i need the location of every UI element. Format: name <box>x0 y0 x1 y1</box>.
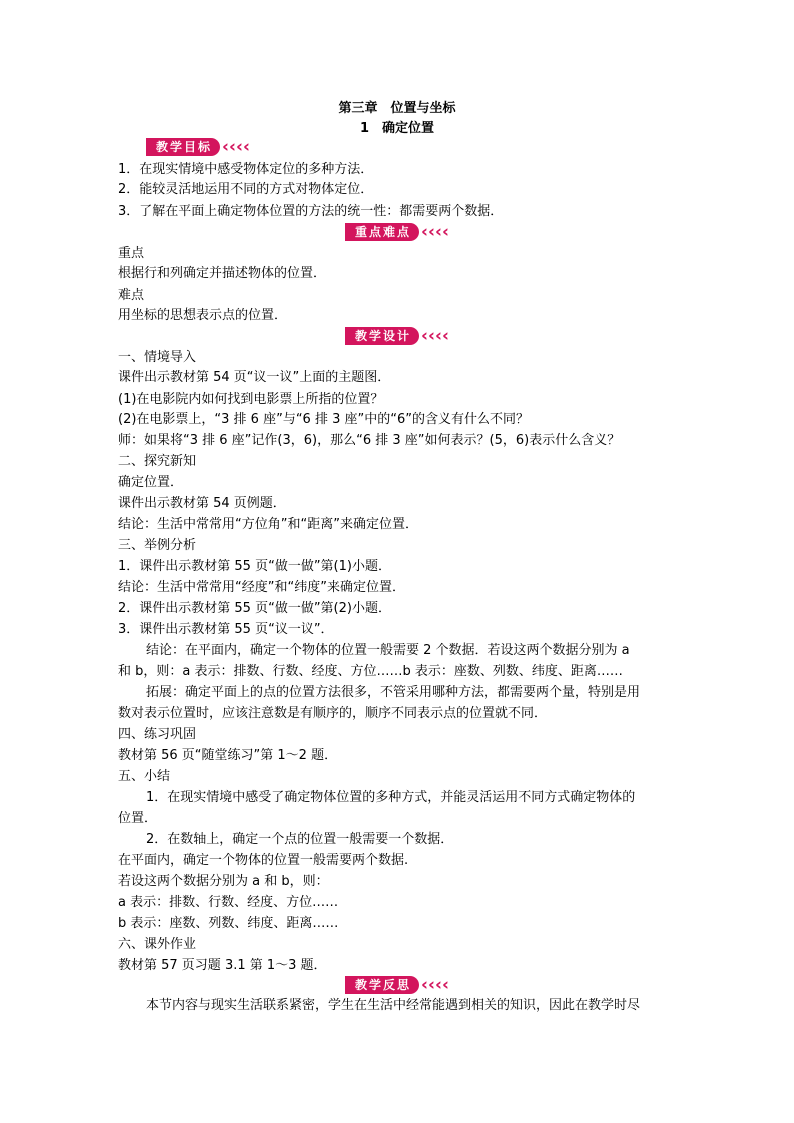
chevrons-icon: ‹‹‹‹ <box>222 137 251 157</box>
banner-reflection <box>349 976 449 994</box>
banner-label: 教学目标 <box>150 138 220 156</box>
banner-label: 教学反思 <box>349 976 419 994</box>
text-line: a 表示：排数、行数、经度、方位…… <box>118 895 339 910</box>
text-line: 难点 <box>118 288 145 303</box>
text-line: 六、课外作业 <box>118 937 197 952</box>
banner-label: 教学设计 <box>349 327 419 345</box>
text-line: 课件出示教材第 54 页例题． <box>118 496 286 511</box>
text-line: 2．在数轴上，确定一个点的位置一般需要一个数据． <box>146 832 454 847</box>
text-line: 若设这两个数据分别为 a 和 b，则： <box>118 874 329 889</box>
banner-objectives <box>150 138 250 156</box>
text-line: 位置． <box>118 811 158 826</box>
section-title: 1 确定位置 <box>359 121 435 136</box>
text-line: 数对表示位置时，应该注意数是有顺序的，顺序不同表示点的位置就不同． <box>118 706 548 721</box>
text-line: 二、探究新知 <box>118 454 197 469</box>
text-line: 本节内容与现实生活联系紧密，学生在生活中经常能遇到相关的知识，因此在教学时尽 <box>146 998 641 1013</box>
text-line: 结论：在平面内，确定一个物体的位置一般需要 2 个数据．若设这两个数据分别为 a <box>146 643 630 658</box>
text-line: 3．了解在平面上确定物体位置的方法的统一性：都需要两个数据． <box>118 204 504 219</box>
text-line: 结论：生活中常常用“经度”和“纬度”来确定位置． <box>118 580 405 595</box>
text-line: 2．课件出示教材第 55 页“做一做”第(2)小题． <box>118 601 391 616</box>
banner-design <box>349 327 449 345</box>
text-line: 和 b，则：a 表示：排数、行数、经度、方位……b 表示：座数、列数、纬度、距离…… <box>118 664 623 679</box>
text-line: 三、举例分析 <box>118 538 197 553</box>
text-line: 1．在现实情境中感受了确定物体位置的多种方式，并能灵活运用不同方式确定物体的 <box>146 790 636 805</box>
text-line: b 表示：座数、列数、纬度、距离…… <box>118 916 339 931</box>
banner-label: 重点难点 <box>349 223 419 241</box>
text-line: 3．课件出示教材第 55 页“议一议”． <box>118 622 334 637</box>
text-line: 根据行和列确定并描述物体的位置． <box>118 266 327 281</box>
chevrons-icon: ‹‹‹‹ <box>421 222 450 242</box>
chevrons-icon: ‹‹‹‹ <box>421 975 450 995</box>
text-line: (2)在电影票上，“3 排 6 座”与“6 排 3 座”中的“6”的含义有什么不同？ <box>118 412 529 427</box>
text-line: 确定位置． <box>118 475 184 490</box>
text-line: 在平面内，确定一个物体的位置一般需要两个数据. <box>118 853 409 868</box>
text-line: 1．在现实情境中感受物体定位的多种方法． <box>118 162 374 177</box>
banner-key-points <box>349 223 449 241</box>
text-line: 1．课件出示教材第 55 页“做一做”第(1)小题． <box>118 559 391 574</box>
text-line: 师：如果将“3 排 6 座”记作(3，6)，那么“6 排 3 座”如何表示？(5，6)表示什么含义？ <box>118 433 621 448</box>
text-line: (1)在电影院内如何找到电影票上所指的位置？ <box>118 392 384 407</box>
text-line: 五、小结 <box>118 769 171 784</box>
text-line: 用坐标的思想表示点的位置． <box>118 308 288 323</box>
text-line: 课件出示教材第 54 页“议一议”上面的主题图． <box>118 370 391 385</box>
text-line: 一、情境导入 <box>118 350 197 365</box>
text-line: 教材第 56 页“随堂练习”第 1～2 题． <box>118 748 338 763</box>
text-line: 重点 <box>118 246 145 261</box>
chapter-title: 第三章 位置与坐标 <box>338 101 456 116</box>
text-line: 结论：生活中常常用“方位角”和“距离”来确定位置． <box>118 517 418 532</box>
text-line: 四、练习巩固 <box>118 727 197 742</box>
text-line: 教材第 57 页习题 3.1 第 1～3 题． <box>118 958 327 973</box>
text-line: 2．能较灵活地运用不同的方式对物体定位． <box>118 182 374 197</box>
text-line: 拓展：确定平面上的点的位置方法很多，不管采用哪种方法，都需要两个量，特别是用 <box>146 685 641 700</box>
chevrons-icon: ‹‹‹‹ <box>421 326 450 346</box>
